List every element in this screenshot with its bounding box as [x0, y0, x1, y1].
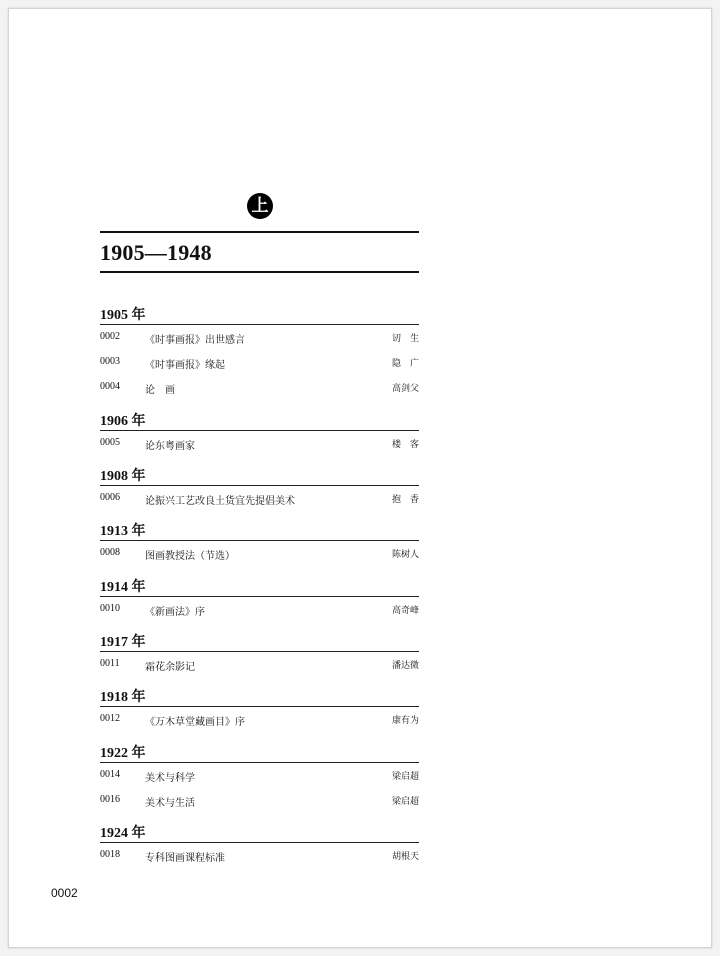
year-label: 1905 年: [100, 308, 146, 323]
entry-title: 图画教授法（节选）: [145, 551, 235, 563]
entry-title: 论 画: [145, 385, 175, 396]
year-label: 1906 年: [100, 413, 146, 429]
entry-author: 高奇峰: [391, 605, 419, 616]
year-header: [100, 457, 419, 486]
entry-title: 论东粤画家: [145, 440, 195, 452]
entry-title: 霜花余影记: [145, 662, 195, 674]
entry-page-number: 0003: [100, 356, 120, 367]
year-label: 1918 年: [100, 690, 146, 706]
entry-page-number: 0011: [100, 658, 120, 670]
entry-author: 抱 香: [391, 495, 419, 506]
year-header: [100, 734, 419, 763]
entry-title: 论振兴工艺改良土货宜先提倡美术: [145, 496, 295, 508]
entry-title: 美术与生活: [145, 797, 195, 809]
entry-author: 隐 广: [391, 359, 419, 369]
entry-title: 《万木草堂藏画目》序: [145, 717, 245, 729]
year-header: [100, 402, 419, 431]
entry-page-number: 0018: [100, 849, 120, 861]
entry-title: 专科图画课程标准: [145, 853, 225, 865]
entry-author: 楼 客: [391, 439, 419, 450]
toc-entry[interactable]: [100, 486, 419, 511]
toc-entry[interactable]: [100, 350, 419, 375]
year-section: [100, 814, 419, 869]
entry-page-number: 0005: [100, 436, 120, 448]
year-section: [100, 512, 419, 567]
entry-page-number: 0002: [100, 331, 120, 342]
toc-entry[interactable]: [100, 375, 419, 400]
year-label: 1914 年: [100, 579, 146, 595]
toc-entry[interactable]: [100, 843, 419, 868]
toc-entry[interactable]: [100, 431, 419, 456]
entry-page-number: 0010: [100, 602, 120, 614]
entry-page-number: 0006: [100, 492, 120, 504]
date-range-heading: 1905—1948: [100, 240, 212, 265]
entry-author: 梁启超: [391, 796, 419, 807]
year-section: [100, 734, 419, 815]
entry-author: 梁启超: [391, 771, 419, 782]
year-label: 1922 年: [100, 745, 146, 761]
toc-entry[interactable]: [100, 541, 419, 566]
entry-page-number: 0004: [100, 381, 120, 392]
year-section: [100, 623, 419, 678]
year-section: [100, 296, 419, 402]
entry-author: 陈树人: [391, 550, 419, 561]
year-header: [100, 296, 419, 325]
year-section: [100, 402, 419, 457]
toc-entry[interactable]: [100, 707, 419, 732]
year-header: [100, 623, 419, 652]
entry-author: 高剑父: [391, 384, 419, 394]
entry-page-number: 0012: [100, 713, 120, 725]
entry-title: 《时事画报》出世感言: [145, 335, 245, 346]
toc-entry[interactable]: [100, 652, 419, 677]
toc-entry[interactable]: [100, 763, 419, 788]
year-label: 1924 年: [100, 826, 146, 842]
entry-author: 胡根天: [391, 852, 419, 863]
top-rule: [100, 231, 419, 233]
entry-author: 康有为: [391, 716, 419, 727]
entry-page-number: 0008: [100, 547, 120, 559]
entry-page-number: 0014: [100, 768, 120, 780]
year-section: [100, 678, 419, 733]
entry-page-number: 0016: [100, 793, 120, 805]
page-number: 0002: [51, 886, 78, 900]
year-label: 1917 年: [100, 635, 146, 651]
volume-badge: 上: [247, 193, 273, 219]
year-label: 1913 年: [100, 524, 146, 540]
year-header: [100, 568, 419, 597]
toc-entry[interactable]: [100, 788, 419, 813]
year-section: [100, 457, 419, 512]
entry-author: 潘达微: [391, 661, 419, 672]
year-header: [100, 814, 419, 843]
table-of-contents: [100, 296, 419, 870]
entry-author: 讱 生: [391, 334, 419, 344]
year-header: [100, 678, 419, 707]
toc-entry[interactable]: [100, 325, 419, 350]
year-label: 1908 年: [100, 469, 146, 485]
year-header: [100, 512, 419, 541]
bottom-rule: [100, 271, 419, 273]
year-section: [100, 568, 419, 623]
toc-entry[interactable]: [100, 597, 419, 622]
entry-title: 《新画法》序: [145, 606, 205, 618]
entry-title: 《时事画报》缘起: [145, 360, 225, 371]
entry-title: 美术与科学: [145, 772, 195, 784]
